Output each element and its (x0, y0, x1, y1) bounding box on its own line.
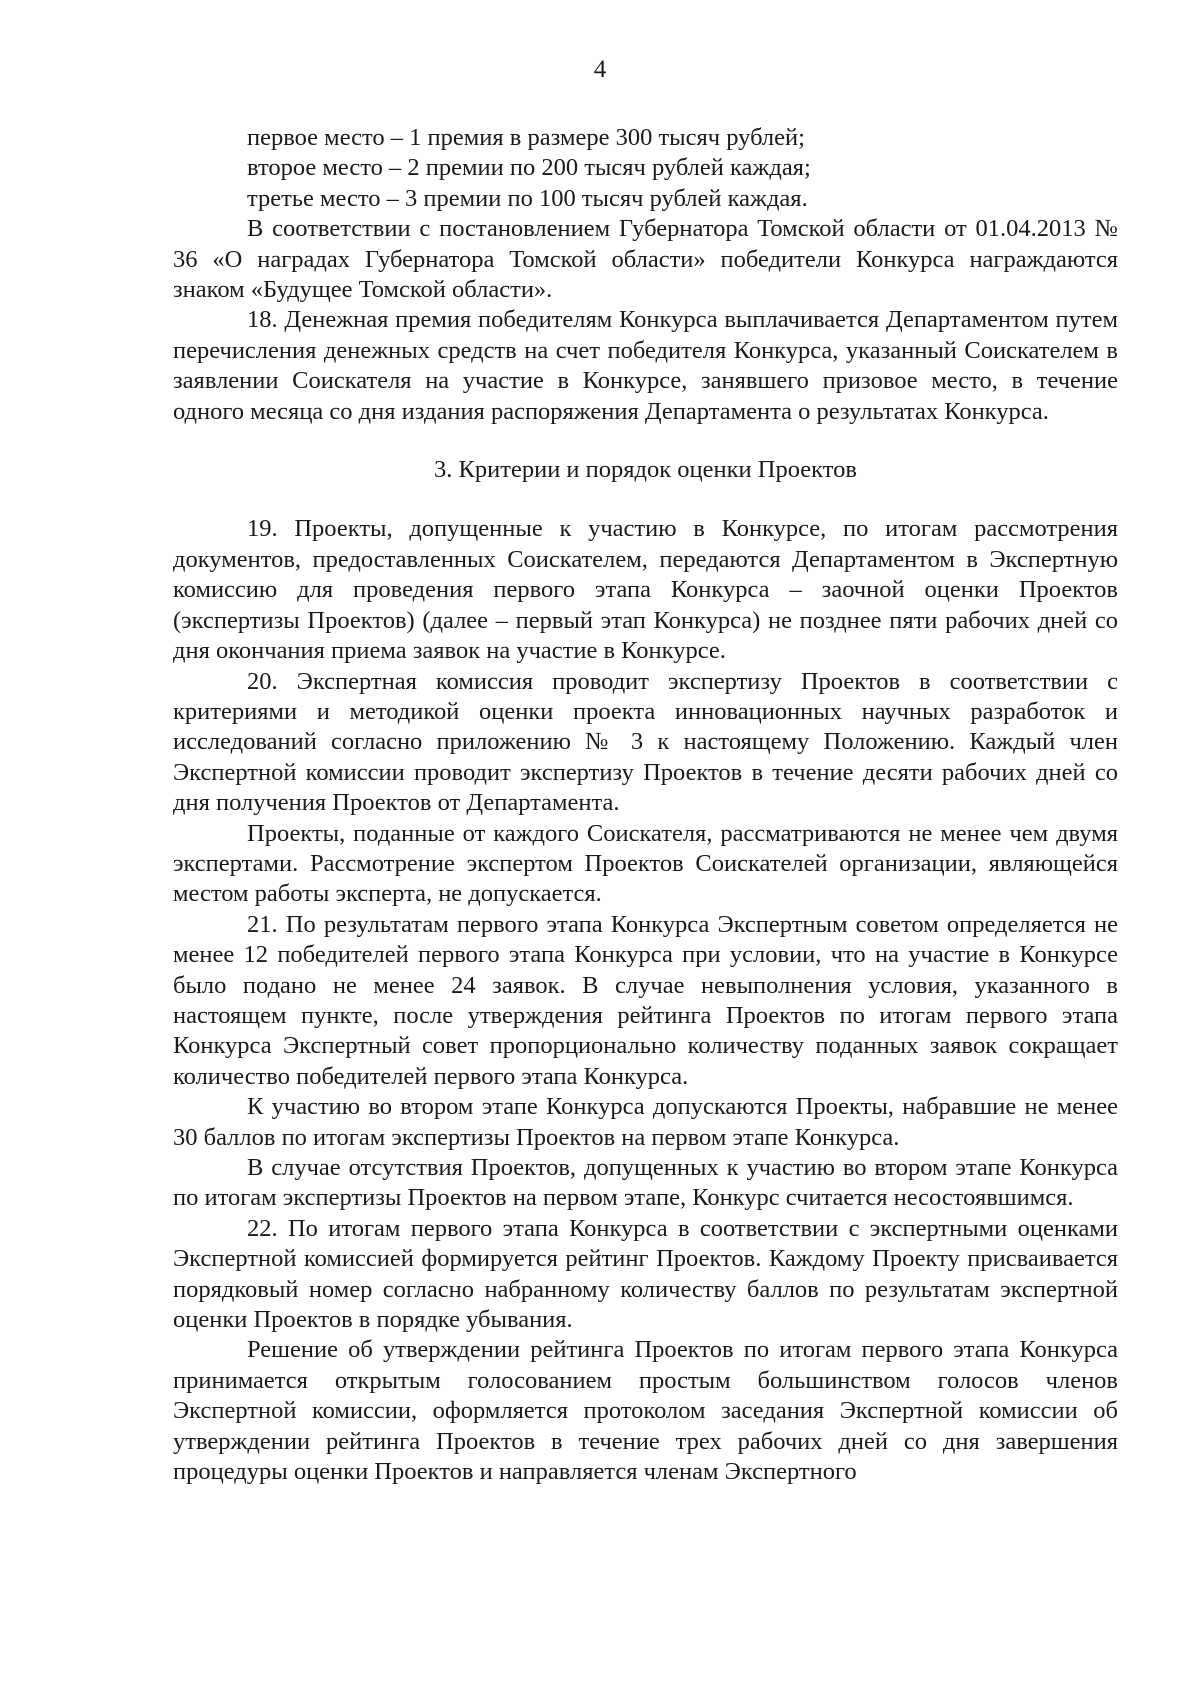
paragraph-21-second-stage: К участию во втором этапе Конкурса допускаются Проекты, набравшие не менее 30 баллов по итогам экспертизы Проектов на первом этапе Конкурса. (173, 1093, 1118, 1151)
paragraph-20-experts: Проекты, поданные от каждого Соискателя, рассматриваются не менее чем двумя экспертами. Рассмотрение экспертом Проектов Соискателей организации, являющейся местом работы эксперта, не допускается. (173, 819, 1118, 908)
paragraph-21: 21. По результатам первого этапа Конкурса Экспертным советом определяется не менее 12 победителей первого этапа Конкурса при условии, что на участие в Конкурсе было подано не менее 24 заявок. В случае невыполнения условия, указанного в настоящем пункте, после утверждения рейтинга Проектов по итогам первого этапа Конкурса Экспертный совет пропорционально количеству поданных заявок сокращает количество победителей первого этапа Конкурса. (173, 910, 1118, 1090)
award-third-place: третье место – 3 премии по 100 тысяч рублей каждая. (247, 184, 808, 212)
paragraph-governor-award: В соответствии с постановлением Губернатора Томской области от 01.04.2013 № 36 «О наградах Губернатора Томской области» победители Конкурса награждаются знаком «Будущее Томской области». (173, 215, 1118, 304)
paragraph-19: 19. Проекты, допущенные к участию в Конкурсе, по итогам рассмотрения документов, предоставленных Соискателем, передаются Департаментом в Экспертную комиссию для проведения первого этапа Конкурса – заочной оценки Проектов (экспертизы Проектов) (далее – первый этап Конкурса) не позднее пяти рабочих дней со дня окончания приема заявок на участие в Конкурсе. (173, 515, 1118, 665)
paragraph-22: 22. По итогам первого этапа Конкурса в соответствии с экспертными оценками Экспертной комиссией формируется рейтинг Проектов. Каждому Проекту присваивается порядковый номер согласно набранному количеству баллов по результатам экспертной оценки Проектов в порядке убывания. (173, 1214, 1118, 1334)
award-second-place: второе место – 2 премии по 200 тысяч рублей каждая; (247, 154, 811, 182)
section-heading: 3. Критерии и порядок оценки Проектов (434, 456, 857, 484)
paragraph-21-failed: В случае отсутствия Проектов, допущенных к участию во втором этапе Конкурса по итогам экспертизы Проектов на первом этапе, Конкурс считается несостоявшимся. (173, 1154, 1118, 1212)
paragraph-18: 18. Денежная премия победителям Конкурса выплачивается Департаментом путем перечисления денежных средств на счет победителя Конкурса, указанный Соискателем в заявлении Соискателя на участие в Конкурсе, занявшего призовое место, в течение одного месяца со дня издания распоряжения Департамента о результатах Конкурса. (173, 306, 1118, 425)
award-first-place: первое место – 1 премия в размере 300 тысяч рублей; (247, 124, 805, 151)
page-number: 4 (593, 56, 607, 83)
paragraph-22-rating-decision: Решение об утверждении рейтинга Проектов по итогам первого этапа Конкурса принимается открытым голосованием простым большинством голосов членов Экспертной комиссии, оформляется протоколом заседания Экспертной комиссии об утверждении рейтинга Проектов в течение трех рабочих дней со дня завершения процедуры оценки Проектов и направляется членам Экспертного (173, 1336, 1118, 1486)
paragraph-20: 20. Экспертная комиссия проводит экспертизу Проектов в соответствии с критериями и методикой оценки проекта инновационных научных разработок и исследований согласно приложению № 3 к настоящему Положению. Каждый член Экспертной комиссии проводит экспертизу Проектов в течение десяти рабочих дней со дня получения Проектов от Департамента. (173, 667, 1118, 817)
document-body (173, 123, 1118, 1487)
